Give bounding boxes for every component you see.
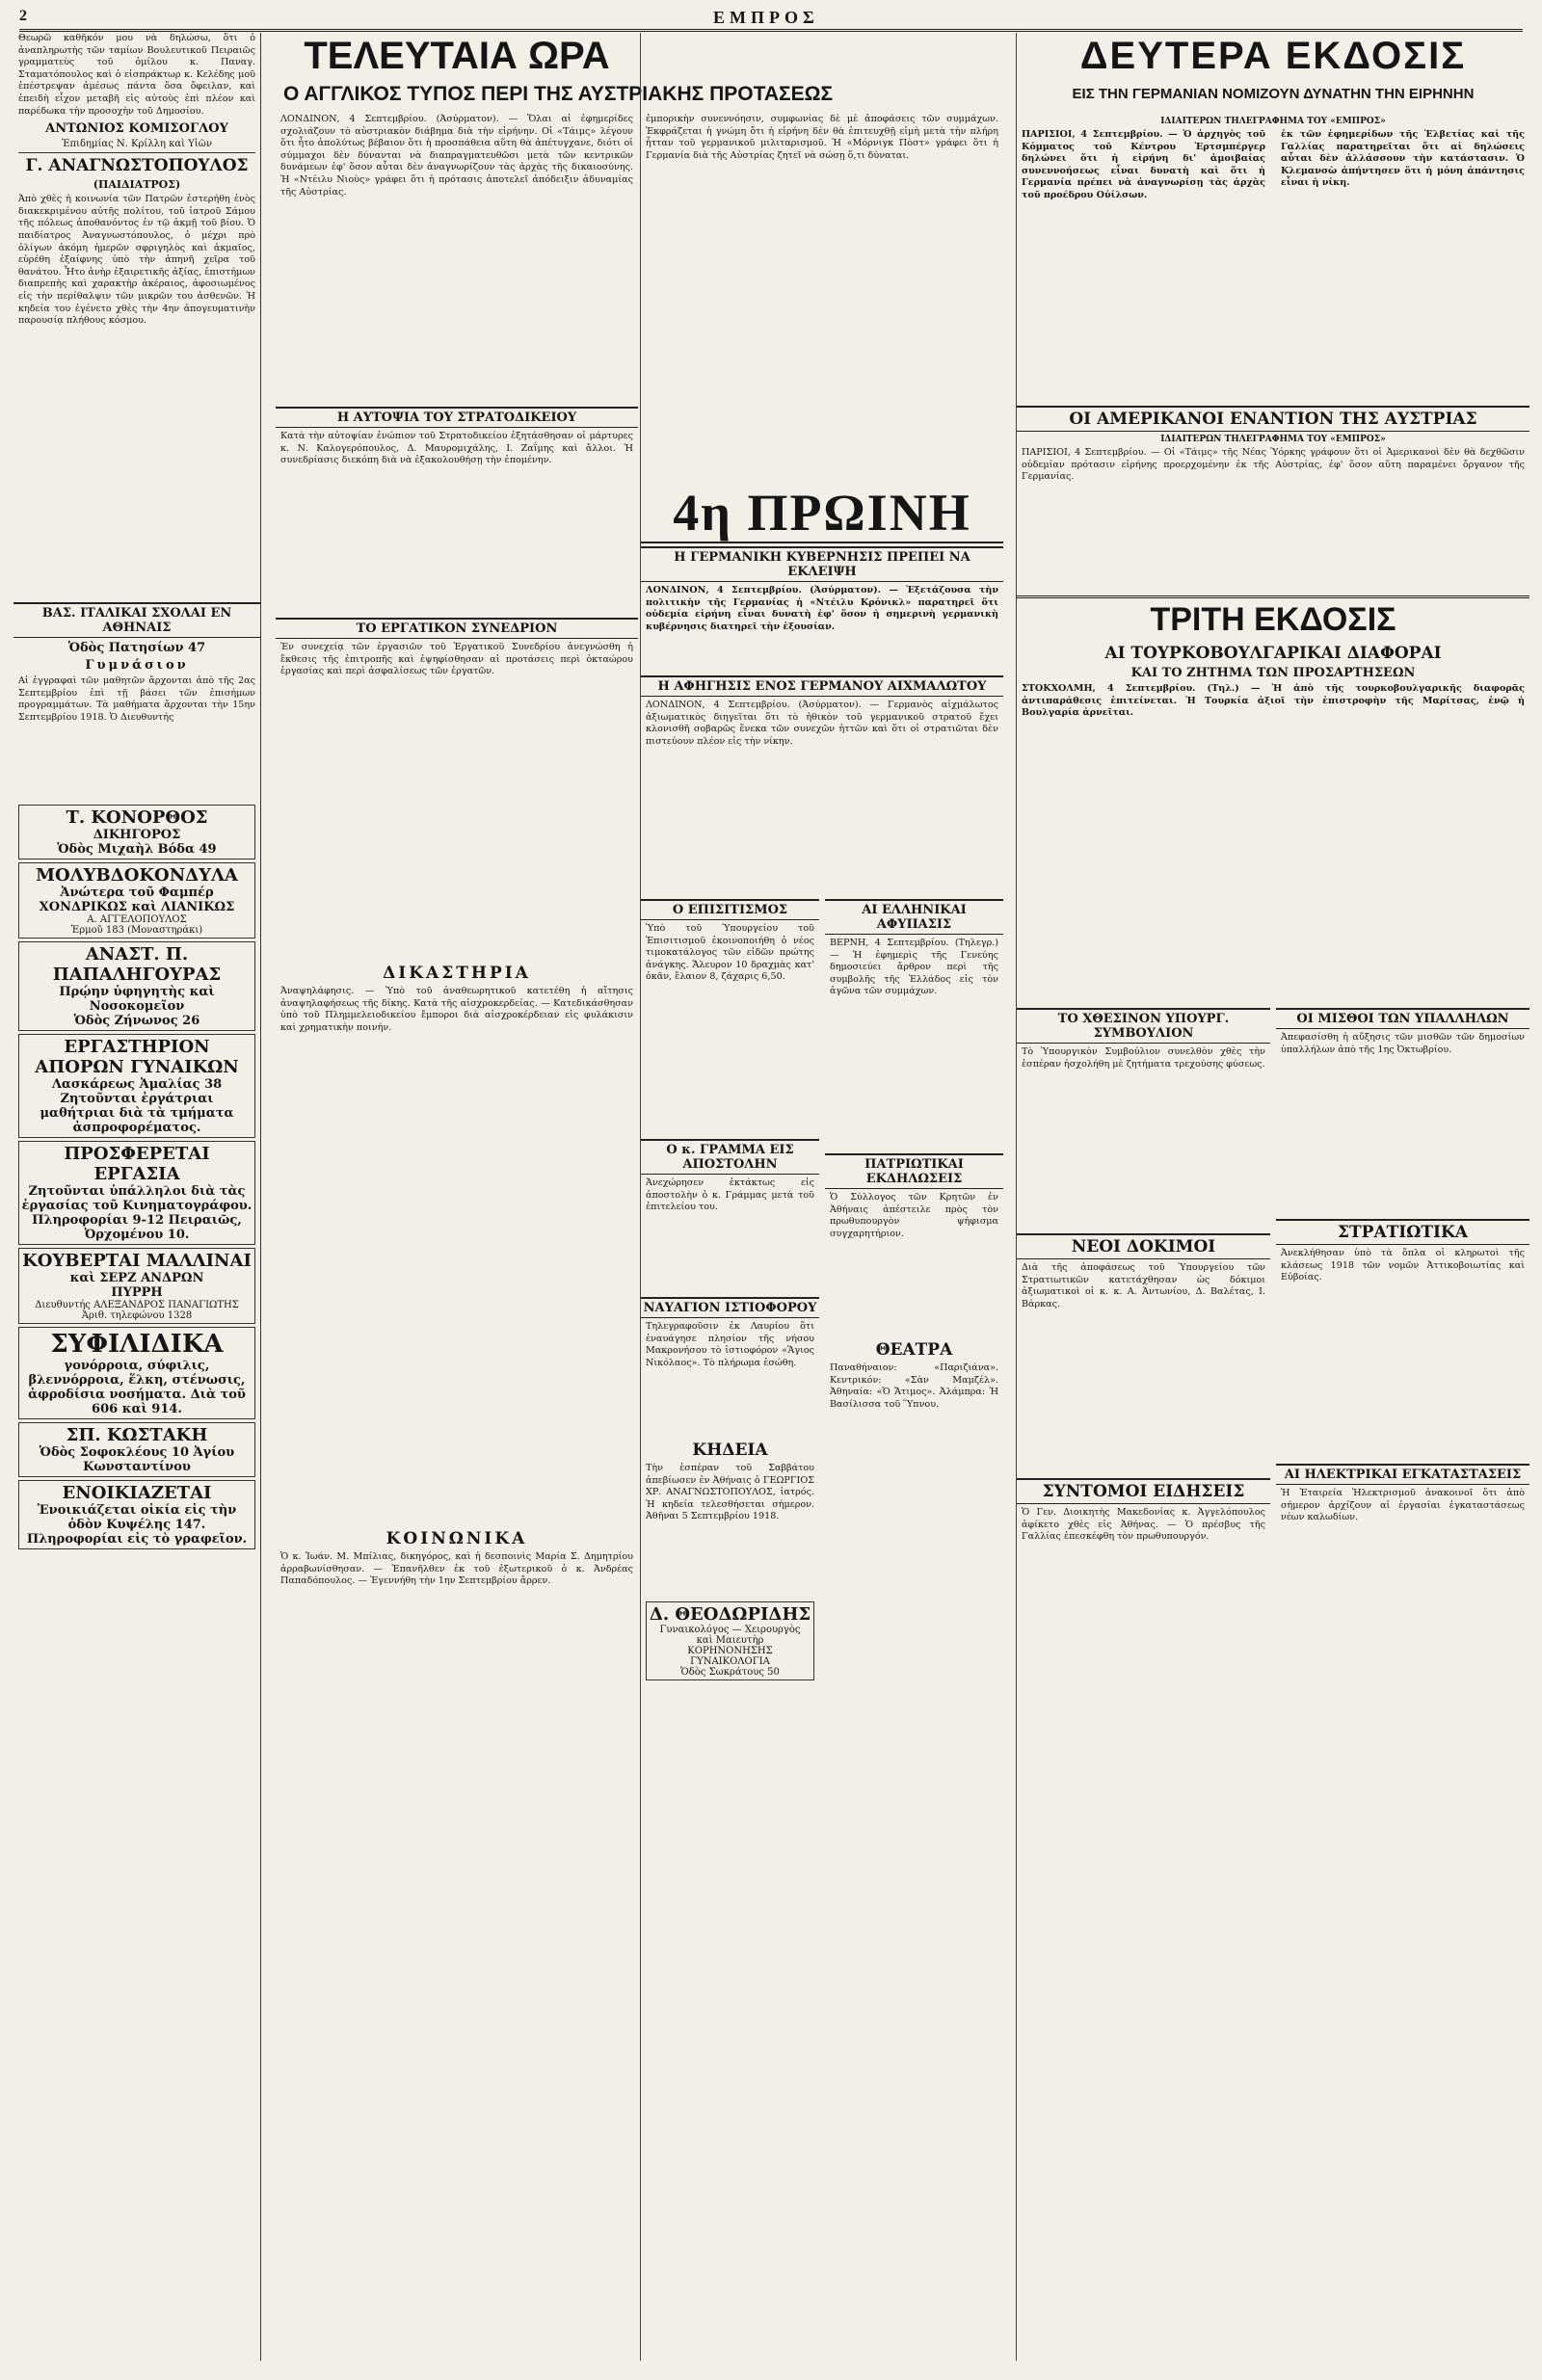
ad-line: Ὁδὸς Σωκράτους 50 [680,1667,780,1678]
section-text: Ὁ Σύλλογος τῶν Κρητῶν ἐν Ἀθήναις ἀπέστειλε πρὸς τὸν πρωθυπουργὸν ψήφισμα συγχαρητήριον. [830,1192,998,1239]
ad-line: Διευθυντής ΑΛΕΞΑΝΔΡΟΣ ΠΑΝΑΓΙΩΤΗΣ [35,1300,239,1311]
section-heading: ΠΑΤΡΙΩΤΙΚΑΙ ΕΚΔΗΛΩΣΕΙΣ [825,1153,1003,1189]
section-heading: ΑΙ ΤΟΥΡΚΟΒΟΥΛΓΑΡΙΚΑΙ ΔΙΑΦΟΡΑΙ [1104,644,1442,663]
ad-line: ΔΙΚΗΓΟΡΟΣ [93,828,181,843]
section-text: Ὑπὸ τοῦ Ὑπουργείου τοῦ Ἐπισιτισμοῦ ἐκοινοποιήθη ὁ νέος τιμοκατάλογος τῶν εἰδῶν πρώτης ἀνάγκης. Ἄλευρον 10 δραχμὰς κατ' ὀκᾶν, ἔλαιον 8, ζάχαρις 6,50. [646,923,814,983]
classified-ads [13,805,260,1549]
ad-line: Ἀριθ. τηλεφώνου 1328 [81,1310,193,1322]
section-heading: Η ΑΦΗΓΗΣΙΣ ΕΝΟΣ ΓΕΡΜΑΝΟΥ ΑΙΧΜΑΛΩΤΟΥ [641,675,1003,697]
section-heading: Ο κ. ΓΡΑΜΜΑ ΕΙΣ ΑΠΟΣΤΟΛΗΝ [641,1139,819,1175]
masthead-rule [19,8,1523,32]
section-text: ΣΤΟΚΧΟΛΜΗ, 4 Σεπτεμβρίου. (Τηλ.) — Ἡ ἀπὸ τῆς τουρκοβουλγαρικῆς διαφορᾶς ἀντιπαράθεσις ἐπιτείνεται. Ἡ Τουρκία ἀξιοῖ τὴν ἐπιστροφὴν τῆς Μαρίτσας, ἐνῷ ἡ Βουλγαρία ἀρνεῖται. [1022,683,1525,719]
section-heading: ΣΤΡΑΤΙΩΤΙΚΑ [1276,1219,1529,1245]
obituary-heading: Γ. ΑΝΑΓΝΩΣΤΟΠΟΥΛΟΣ [25,156,249,176]
column-3 [640,33,1003,2361]
section-heading: ΚΟΙΝΩΝΙΚΑ [386,1529,528,1548]
section-heading: Ο ΕΠΙΣΙΤΙΣΜΟΣ [641,899,819,920]
ad-line: ΣΥΦΙΛΙΔΙΚΑ [50,1330,224,1360]
breaking-headline: 4η ΠΡΩΙΝΗ [641,484,1003,543]
ad-line: Α. ΑΓΓΕΛΟΠΟΥΛΟΣ [87,914,187,926]
ad-line: ΠΡΟΣΦΕΡΕΤΑΙ ΕΡΓΑΣΙΑ [64,1144,210,1185]
two-column-block [1017,129,1529,403]
column-4 [1016,33,1529,2361]
section-heading: ΔΙΚΑΣΤΗΡΙΑ [383,964,531,983]
ad-line: ΜΟΛΥΒΔΟΚΟΝΔΥΛΑ [36,865,238,886]
section-heading: ΝΕΟΙ ΔΟΚΙΜΟΙ [1017,1233,1270,1259]
section-heading: ΤΟ ΧΘΕΣΙΝΟΝ ΥΠΟΥΡΓ. ΣΥΜΒΟΥΛΙΟΝ [1017,1008,1270,1044]
section-text: Ἀνεχώρησεν ἐκτάκτως εἰς ἀποστολὴν ὁ κ. Γράμμας μετὰ τοῦ ἐπιτελείου του. [646,1177,814,1213]
ad-line: ΚΟΥΒΕΡΤΑΙ ΜΑΛΛΙΝΑΙ [22,1251,252,1272]
ad-line: Ὁδὸς Σοφοκλέους 10 Ἀγίου Κωνσταντίνου [39,1445,235,1475]
section-heading: Η ΑΥΤΟΨΙΑ ΤΟΥ ΣΤΡΑΤΟΔΙΚΕΙΟΥ [276,407,638,428]
section-heading: ΝΑΥΑΓΙΟΝ ΙΣΤΙΟΦΟΡΟΥ [641,1297,819,1318]
section-text: Ὁ κ. Ἰωάν. Μ. Μπίλιας, δικηγόρος, καὶ ἡ δεσποινὶς Μαρία Σ. Δημητρίου ἀρραβωνίσθησαν. — Ἐπανῆλθεν ἐκ τοῦ ἐξωτερικοῦ ὁ κ. Ἀνδρέας Παπαδόπουλος. — Ἐγεννήθη τὴν 1ην Σεπτεμβρίου ἄρρεν. [280,1551,633,1587]
ad-line: Ὁδὸς Μιχαὴλ Βόδα 49 [57,842,217,858]
classified-ad [18,1422,255,1477]
ad-line: γονόρροια, σύφιλις, βλεννόρροια, ἕλκη, στένωσις, ἀφροδίσια νοσήματα. Διὰ τοῦ 606 καὶ 914. [28,1359,246,1417]
two-column-block [1017,1005,1529,1896]
article-lead: ΛΟΝΔΙΝΟΝ, 4 Σεπτεμβρίου. (Ἀσύρματον). — Ὅλαι αἱ ἐφημερίδες σχολιάζουν τὸ αὐστριακὸν διάβημα διὰ τὴν εἰρήνην. Οἱ «Τάιμς» λέγουν ὅτι ἦτο ἀπολύτως βέβαιον ὅτι ἡ προσπάθεια αὕτη θὰ ἀπέτυγχανε, διότι οἱ σύμμαχοι δὲν δύνανται νὰ διαπραγματευθῶσι μετὰ τῶν κεντρικῶν δυνάμεων ἐφ' ὅσον αὗται δὲν ἀναγνωρίζουν τὰς ἀρχὰς τῆς δικαιοσύνης. Ἡ «Ντέιλυ Νιοὺς» γράφει ὅτι ἡ πρότασις ἀποτελεῖ ἀπόδειξιν ἀδυναμίας τῆς Αὐστρίας. [280,114,633,198]
second-edition-kicker: ΔΕΥΤΕΡΑ ΕΚΔΟΣΙΣ [1079,35,1467,77]
school-subheading: Γυμνάσιον [85,658,189,674]
ad-line: Ζητοῦνται ἐργάτριαι μαθήτριαι διὰ τὰ τμήματα ἀσπροφορέματος. [40,1092,234,1136]
ad-line: ΕΡΓΑΣΤΗΡΙΟΝ ΑΠΟΡΩΝ ΓΥΝΑΙΚΩΝ [35,1037,239,1078]
classified-ad [18,805,255,859]
ad-line: ΚΟΡΗΝΟΝΗΣΗΣ ΓΥΝΑΙΚΟΛΟΓΙΑ [687,1646,773,1667]
ad-line: Ζητοῦνται ὑπάλληλοι διὰ τὰς ἐργασίας τοῦ Κινηματογράφου. Πληροφορίαι 9-12 Πειραιῶς, Ὀρχομένου 10. [21,1184,253,1243]
section-heading: ΑΙ ΗΛΕΚΤΡΙΚΑΙ ΕΓΚΑΤΑΣΤΑΣΕΙΣ [1276,1464,1529,1485]
section-text: Τὴν ἑσπέραν τοῦ Σαββάτου ἀπεβίωσεν ἐν Ἀθήναις ὁ ΓΕΩΡΓΙΟΣ ΧΡ. ΑΝΑΓΝΩΣΤΟΠΟΥΛΟΣ, ἰατρός. Ἡ κηδεία τελεσθήσεται σήμερον. Ἀθῆναι 5 Σεπτεμβρίου 1918. [646,1463,814,1522]
page-number: 2 [19,8,27,24]
section-text: Τηλεγραφοῦσιν ἐκ Λαυρίου ὅτι ἐναυάγησε πλησίον τῆς νήσου Μακρονήσου τὸ ἱστιοφόρον «Ἅγιος Νικόλαος». Τὸ πλήρωμα ἐσώθη. [646,1321,814,1368]
notice-text: Θεωρῶ καθῆκόν μου νὰ δηλώσω, ὅτι ὁ ἀναπληρωτὴς τῶν ταμίων Βουλευτικοῦ Πειραιῶς γραμματεὺς τοῦ ὁμίλου κ. Παναγ. Σταματόπουλος καὶ ὁ εἰσπράκτωρ κ. Κελέδης μοῦ ἐπέστρεψαν ἀμέσως πάντα ὅσα ὄφειλαν, καὶ ἐπειδὴ εἶχον μεταβῆ εἰς αὐτοὺς ἐπὶ πλέον καὶ παρέδωκα τὴν προσοχὴν τοῦ Δημοσίου. [18,33,255,117]
section-text: ΠΑΡΙΣΙΟΙ, 4 Σεπτεμβρίου. — Ὁ ἀρχηγὸς τοῦ Κόμματος τοῦ Κέντρου Ἐρτσμπέργερ δηλώνει ὅτι ἡ εἰρήνη δι' ἀμοιβαίας συνεννοήσεως εἶναι δυνατὴ καὶ ὅτι ἡ Γερμανία πρέπει νὰ ἀναγνωρίσῃ τὰς ἀρχὰς τοῦ προέδρου Οὐίλσων. [1022,129,1265,200]
masthead-title: ΕΜΠΡΟΣ [713,8,819,27]
section-text: Τὸ Ὑπουργικὸν Συμβούλιον συνελθὸν χθὲς τὴν ἑσπέραν ἠσχολήθη μὲ ζητήματα τρεχούσης φύσεως. [1022,1046,1265,1070]
ad-line: Πρῴην ὑφηγητὴς καὶ Νοσοκομεῖον [59,985,215,1015]
section-text: ἐκ τῶν ἐφημερίδων τῆς Ἑλβετίας καὶ τῆς Γαλλίας παρατηρεῖται ὅτι αἱ δηλώσεις αὗται δὲν ἀλλάσσουν τὴν κατάστασιν. Ὁ Κλεμανσὼ ἀπήντησεν ὅτι ἡ μόνη ἀπάντησις εἶναι ἡ νίκη. [1281,129,1525,189]
section-text: Κατὰ τὴν αὐτοψίαν ἐνώπιον τοῦ Στρατοδικείου ἐξητάσθησαν οἱ μάρτυρες κ. Ν. Καλογερόπουλος, Δ. Μαυρομιχάλης, Ι. Ζαΐμης καὶ ἄλλοι. Ἡ συνεδρίασις διεκόπη διὰ νὰ ἐξακολουθήσῃ τὴν ἐπομένην. [280,431,633,466]
section-text: Ἐν συνεχείᾳ τῶν ἐργασιῶν τοῦ Ἐργατικοῦ Συνεδρίου ἀνεγνώσθη ἡ ἔκθεσις τῆς ἐπιτροπῆς καὶ ἐψηφίσθησαν αἱ προτάσεις περὶ ὀκταώρου ἐργασίας καὶ περὶ ἀσφαλίσεως τῶν ἐργατῶν. [280,642,633,677]
section-text: Διὰ τῆς ἀποφάσεως τοῦ Ὑπουργείου τῶν Στρατιωτικῶν κατετάχθησαν ὡς δόκιμοι ἀξιωματικοὶ οἱ κ. κ. Α. Ἀντωνίου, Δ. Βαλέτας, Ι. Βάρκας. [1022,1262,1265,1309]
ad-line: καὶ Μαιευτὴρ [696,1635,764,1646]
classified-ad [18,1480,255,1549]
telegram-tag: ΙΔΙΑΙΤΕΡΩΝ ΤΗΛΕΓΡΑΦΗΜΑ ΤΟΥ «ΕΜΠΡΟΣ» [1160,117,1386,126]
ad-line: Ἀνώτερα τοῦ Φαμπέρ [60,886,214,901]
classified-ad [18,1034,255,1138]
late-news-headline: Ο ΑΓΓΛΙΚΟΣ ΤΥΠΟΣ ΠΕΡΙ ΤΗΣ ΑΥΣΤΡΙΑΚΗΣ ΠΡΟΤΑΣΕΩΣ [283,83,834,105]
ad-line: Λασκάρεως Ἀμαλίας 38 [51,1077,223,1093]
ad-line: ΧΟΝΔΡΙΚΩΣ καὶ ΛΙΑΝΙΚΩΣ [39,900,235,915]
section-text: Ἀναψηλάφησις. — Ὑπὸ τοῦ ἀναθεωρητικοῦ κατετέθη ἡ αἴτησις ἀναψηλαφήσεως τῆς δίκης. Κατὰ τῆς αἰσχροκερδείας. — Κατεδικάσθησαν ὑπὸ τοῦ Πλημμελειοδικείου ἔμποροι διὰ αἰσχροκέρδειαν εἰς φυλάκισιν καὶ χρηματικὴν ποινήν. [280,986,633,1033]
second-edition-headline: ΕΙΣ ΤΗΝ ΓΕΡΜΑΝΙΑΝ ΝΟΜΙΖΟΥΝ ΔΥΝΑΤΗΝ ΤΗΝ ΕΙΡΗΝΗΝ [1072,86,1475,102]
section-text: ΛΟΝΔΙΝΟΝ, 4 Σεπτεμβρίου. (Ἀσύρματον). — Γερμανὸς αἰχμάλωτος ἀξιωματικὸς διηγεῖται ὅτι τὸ ἠθικὸν τοῦ γερμανικοῦ στρατοῦ ἔχει κλονισθῆ σοβαρῶς ἕνεκα τῶν συνεχῶν ἡττῶν καὶ ὅτι οἱ στρατιῶται δὲν πιστεύουν πλέον εἰς τὴν νίκην. [646,700,998,747]
obituary-text: Ἀπὸ χθὲς ἡ κοινωνία τῶν Πατρῶν ἐστερήθη ἑνὸς διακεκριμένου αὐτῆς πολίτου, τοῦ ἰατροῦ Σάμου τῆς πόλεως ἀποθανόντος ἐν τῷ ἀκμῇ τοῦ βίου. Ὁ παιδίατρος Ἀναγνωστόπουλος, ὁ μέχρι πρὸ ὀλίγων ἀκόμη ἡμερῶν σφριγηλὸς καὶ ἀκμαῖος, εὑρέθη ἐξαίφνης ὑπὸ τὴν ἀπηνῆ χεῖρα τοῦ θανάτου. Ἦτο ἀνὴρ ἐξαιρετικῆς ἀξίας, ἐπιστήμων διαπρεπὴς καὶ χαρακτὴρ ἀκέραιος, ἀφοσιωμένος εἰς τὴν περίθαλψιν τῶν μικρῶν του ἀσθενῶν. Ἡ κηδεία του ἐγένετο χθὲς τὴν 4ην ἀπογευματινὴν παρουσίᾳ πλήθους κόσμου. [18,194,255,327]
section-heading: ΣΥΝΤΟΜΟΙ ΕΙΔΗΣΕΙΣ [1017,1478,1270,1504]
section-text: Ἡ Ἑταιρεία Ἠλεκτρισμοῦ ἀνακοινοῖ ὅτι ἀπὸ σήμερον ἀρχίζουν αἱ ἐργασίαι ἐγκαταστάσεως νέων καλωδίων. [1281,1488,1525,1523]
ad-line: ΣΠ. ΚΩΣΤΑΚΗ [66,1425,208,1446]
section-subheading: ΚΑΙ ΤΟ ΖΗΤΗΜΑ ΤΩΝ ΠΡΟΣΑΡΤΗΣΕΩΝ [1130,666,1416,680]
section-text: Ἀνεκλήθησαν ὑπὸ τὰ ὅπλα οἱ κληρωτοὶ τῆς κλάσεως 1918 τῶν νομῶν Ἀττικοβοιωτίας καὶ Εὐβοίας. [1281,1248,1525,1283]
classified-ad [18,1327,255,1419]
third-edition-kicker: ΤΡΙΤΗ ΕΚΔΟΣΙΣ [1017,595,1529,641]
notice-signature-sub: Ἐπιδημίας Ν. Κρίλλη καὶ Υἱῶν [61,139,213,150]
breaking-text: ΛΟΝΔΙΝΟΝ, 4 Σεπτεμβρίου. (Ἀσύρματον). — Ἐξετάζουσα τὴν πολιτικὴν τῆς Γερμανίας ἡ «Ντέιλυ Κρόνικλ» παρατηρεῖ ὅτι οὐδεμία εἰρήνη εἶναι δυνατὴ ἐφ' ὅσον ἡ σημερινὴ γερμανικὴ κυβέρνησις διατηρεῖ τὴν ἐξουσίαν. [646,585,998,632]
ad-line: καὶ ΣΕΡΖ ΑΝΔΡΩΝ [69,1271,204,1286]
ad-line: ΠΥΡΡΗ [111,1285,163,1301]
obituary-subheading: (ΠΑΙΔΙΑΤΡΟΣ) [93,178,181,192]
breaking-subheadline: Η ΓΕΡΜΑΝΙΚΗ ΚΥΒΕΡΝΗΣΙΣ ΠΡΕΠΕΙ ΝΑ ΕΚΛΕΙΨΗ [641,546,1003,582]
section-heading: ΑΙ ΕΛΛΗΝΙΚΑΙ ΑΦΥΙΙΑΣΙΣ [825,899,1003,935]
school-heading: ΒΑΣ. ΙΤΑΛΙΚΑΙ ΣΧΟΛΑΙ ΕΝ ΑΘΗΝΑΙΣ [13,602,260,638]
classified-ad [18,1248,255,1324]
classified-ad [18,1141,255,1245]
telegram-tag: ΙΔΙΑΙΤΕΡΩΝ ΤΗΛΕΓΡΑΦΗΜΑ ΤΟΥ «ΕΜΠΡΟΣ» [1160,435,1386,444]
ad-line: ΑΝΑΣΤ. Π. ΠΑΠΑΛΗΓΟΥΡΑΣ [52,944,222,986]
section-heading: ΟΙ ΜΙΣΘΟΙ ΤΩΝ ΥΠΑΛΛΗΛΩΝ [1276,1008,1529,1029]
section-text: Ἀπεφασίσθη ἡ αὔξησις τῶν μισθῶν τῶν δημοσίων ὑπαλλήλων ἀπὸ τῆς 1ης Ὀκτωβρίου. [1281,1032,1525,1055]
column-1 [13,33,261,2361]
ad-line: Ἐνοικιάζεται οἰκία εἰς τὴν ὁδὸν Κυψέλης 147. Πληροφορίαι εἰς τὸ γραφεῖον. [26,1503,248,1547]
ad-line: Ἑρμοῦ 183 (Μοναστηράκι) [70,925,203,937]
ad-line: Τ. ΚΟΝΟΡΘΟΣ [66,807,208,829]
doctor-ad [646,1601,814,1680]
section-text: ΠΑΡΙΣΙΟΙ, 4 Σεπτεμβρίου. — Οἱ «Τάιμς» τῆς Νέας Ὑόρκης γράφουν ὅτι οἱ Ἀμερικανοὶ δὲν θὰ δεχθῶσιν οὐδεμίαν πρότασιν εἰρήνης προερχομένην ἐκ τῆς Αὐστρίας, ἐφ' ὅσον αὕτη παραμένει ὄργανον τῆς Γερμανίας. [1022,447,1525,483]
section-text: Ὁ Γεν. Διοικητὴς Μακεδονίας κ. Ἀγγελόπουλος ἀφίκετο χθὲς εἰς Ἀθήνας. — Ὁ πρέσβυς τῆς Γαλλίας ἐπεσκέφθη τὸν πρωθυπουργόν. [1022,1507,1265,1543]
section-text: Παναθήναιον: «Παριζιάνα». Κεντρικόν: «Σὰν Μαμζέλ». Ἀθηναία: «Ὁ Ἄτιμος». Ἀλάμπρα: Ἡ Βασίλισσα τοῦ Ὕπνου. [830,1362,998,1410]
section-heading: ΘΕΑΤΡΑ [875,1340,953,1360]
classified-ad [18,862,255,939]
section-text: ΒΕΡΝΗ, 4 Σεπτεμβρίου. (Τηλεγρ.) — Ἡ ἐφημερὶς τῆς Γενεύης δημοσιεύει ἄρθρον περὶ τῆς συμβολῆς τῆς Ἑλλάδος εἰς τὸν ἀγῶνα τῶν συμμάχων. [830,938,998,997]
section-heading: ΤΟ ΕΡΓΑΤΙΚΟΝ ΣΥΝΕΔΡΙΟΝ [276,618,638,639]
ad-line: ΕΝΟΙΚΙΑΖΕΤΑΙ [62,1483,212,1504]
section-heading: ΚΗΔΕΙΑ [692,1441,768,1460]
late-news-kicker: ΤΕΛΕΥΤΑΙΑ ΩΡΑ [304,35,610,77]
school-address: Ὁδὸς Πατησίων 47 [67,641,206,656]
ad-line: Ὁδὸς Ζήνωνος 26 [73,1014,200,1029]
ad-line: Γυναικολόγος — Χειρουργὸς [659,1625,801,1635]
school-text: Αἱ ἐγγραφαὶ τῶν μαθητῶν ἄρχονται ἀπὸ τῆς 2ας Σεπτεμβρίου ἐπὶ τῇ βάσει τῶν ἐπισήμων προγραμμάτων. Τὰ μαθήματα ἄρχονται τὴν 15ην Σεπτεμβρίου 1918. Ὁ Διευθυντής [18,675,255,723]
classified-ad [18,941,255,1031]
ad-line: Δ. ΘΕΟΔΩΡΙΔΗΣ [649,1604,811,1625]
divider [18,152,255,153]
article-continuation: ἐμπορικὴν συνεννόησιν, συμφωνίας δὲ μὲ ἀποφάσεις τῶν συμμάχων. Ἐκφράζεται ἡ γνώμη ὅτι ἡ εἰρήνη δὲν θὰ ἐπιτευχθῇ εἰμὴ μετὰ τὴν πλήρη ἧτταν τοῦ γερμανικοῦ μιλιταρισμοῦ. Ἡ «Μόρνιγκ Πὸστ» γράφει ὅτι ἡ Γερμανία διὰ τῆς Αὐστρίας ζητεῖ νὰ σώσῃ ὅ,τι δύναται. [646,114,998,161]
notice-signature: ΑΝΤΩΝΙΟΣ ΚΟΜΙΣΟΓΛΟΥ [45,121,228,137]
section-heading: ΟΙ ΑΜΕΡΙΚΑΝΟΙ ΕΝΑΝΤΙΟΝ ΤΗΣ ΑΥΣΤΡΙΑΣ [1017,406,1529,432]
two-column-block [641,896,1003,1683]
